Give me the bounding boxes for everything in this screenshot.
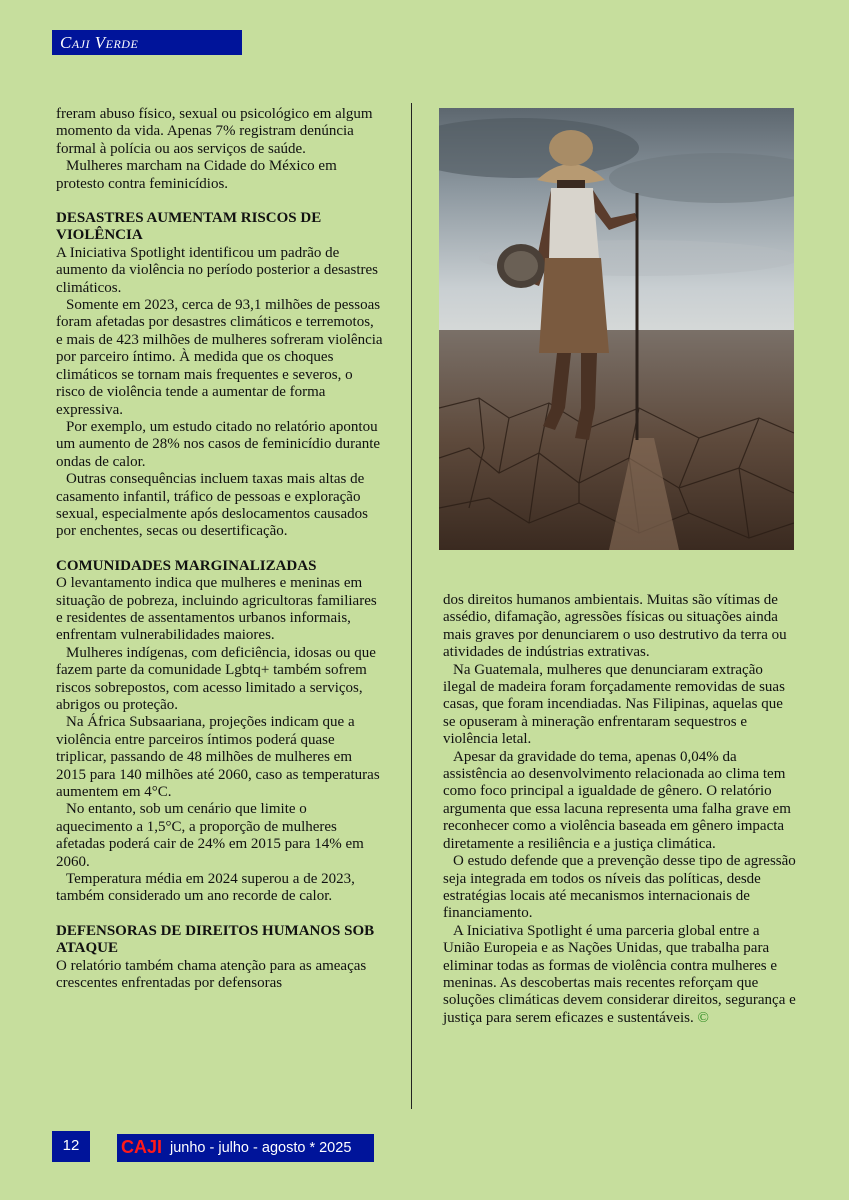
section-heading: COMUNIDADES MARGINALIZADAS — [56, 557, 317, 574]
paragraph: No entanto, sob um cenário que limite o aquecimento a 1,5°C, a proporção de mulheres afetadas poderá cair de 24% em 2015 para 14% em 2060. — [56, 801, 364, 870]
magazine-title: Caji Verde — [60, 33, 139, 52]
paragraph: O levantamento indica que mulheres e meninas em situação de pobreza, incluindo agricultoras familiares e residentes de assentamentos urbanos informais, enfrentam vulnerabilidades maiores. — [56, 575, 377, 644]
photo-woman-on-cracked-dry-land — [439, 108, 794, 550]
issue-banner — [117, 1134, 374, 1162]
paragraph: Mulheres marcham na Cidade do México em protesto contra feminicídios. — [56, 158, 337, 192]
left-column — [56, 106, 383, 993]
masthead — [52, 30, 242, 55]
right-column — [443, 592, 797, 1027]
paragraph: A Iniciativa Spotlight identificou um padrão de aumento da violência no período posterior a desastres climáticos. — [56, 244, 378, 296]
paragraph: dos direitos humanos ambientais. Muitas são vítimas de assédio, difamação, agressões físicas ou situações ainda mais graves por denunciarem o uso destrutivo da terra ou atividades de indústrias extrativas. — [443, 592, 787, 661]
paragraph: Outras consequências incluem taxas mais altas de casamento infantil, tráfico de pessoas e exploração sexual, especialmente após deslocamentos causados por enchentes, secas ou desertificação. — [56, 471, 368, 540]
section-heading: DESASTRES AUMENTAM RISCOS DE VIOLÊNCIA — [56, 210, 322, 244]
paragraph: O relatório também chama atenção para as ameaças crescentes enfrentadas por defensoras — [56, 957, 367, 992]
paragraph: O estudo defende que a prevenção desse tipo de agressão seja integrada em todos os níveis das políticas, desde estratégias locais até mecanismos internacionais de financiamento. — [443, 853, 796, 922]
paragraph: Somente em 2023, cerca de 93,1 milhões de pessoas foram afetadas por desastres climáticos e terremotos, e mais de 423 milhões de mulheres sofreram violência por parceiro íntimo. À medida que os choques climáticos se tornam mais frequentes e severos, o risco de violência tende a aumentar de forma expressiva. — [56, 297, 383, 418]
column-divider — [411, 103, 412, 1109]
paragraph — [443, 923, 797, 1027]
paragraph: freram abuso físico, sexual ou psicológico em algum momento da vida. Apenas 7% registram denúncia formal à polícia ou aos serviços de saúde. — [56, 106, 373, 157]
paragraph: Apesar da gravidade do tema, apenas 0,04% da assistência ao desenvolvimento relacionada ao clima tem como foco principal a igualdade de gênero. O relatório argumenta que essa lacuna representa uma falha grave em reconhecer como a violência baseada em gênero impacta diretamente a resiliência e a justiça climática. — [443, 748, 791, 852]
copyright-symbol: © — [697, 1009, 709, 1026]
paragraph: Por exemplo, um estudo citado no relatório apontou um aumento de 28% nos casos de feminicídio durante ondas de calor. — [56, 418, 381, 470]
brand-label: CAJI — [121, 1137, 163, 1157]
section-heading: DEFENSORAS DE DIREITOS HUMANOS SOB ATAQUE — [56, 922, 375, 957]
page-number-box — [52, 1131, 90, 1162]
paragraph: Na África Subsaariana, projeções indicam que a violência entre parceiros íntimos poderá quase triplicar, passando de 48 milhões de mulheres em 2015 para 140 milhões até 2060, caso as temperaturas aumentem em 4°C. — [56, 714, 380, 801]
page-number: 12 — [62, 1137, 80, 1154]
paragraph: Temperatura média em 2024 superou a de 2023, também considerado um ano recorde de calor. — [56, 871, 355, 905]
issue-dates: junho - julho - agosto * 2025 — [170, 1140, 352, 1156]
paragraph: Na Guatemala, mulheres que denunciaram extração ilegal de madeira foram forçadamente removidas de suas casas, que foram incendiadas. Nas Filipinas, aquelas que se opuseram à mineração enfrentaram sequestros e violência letal. — [443, 661, 785, 748]
paragraph: Mulheres indígenas, com deficiência, idosas ou que fazem parte da comunidade Lgbtq+ também sofrem riscos sobrepostos, com acesso limitado a serviços, abrigos ou proteção. — [56, 644, 376, 713]
paragraph-text: A Iniciativa Spotlight é uma parceria global entre a União Europeia e as Nações Unidas, que trabalha para eliminar todas as formas de violência contra mulheres e meninas. As descobertas mais recentes reforçam que soluções climáticas devem considerar direitos, segurança e justiça para serem eficazes e sustentáveis. — [443, 922, 796, 1026]
